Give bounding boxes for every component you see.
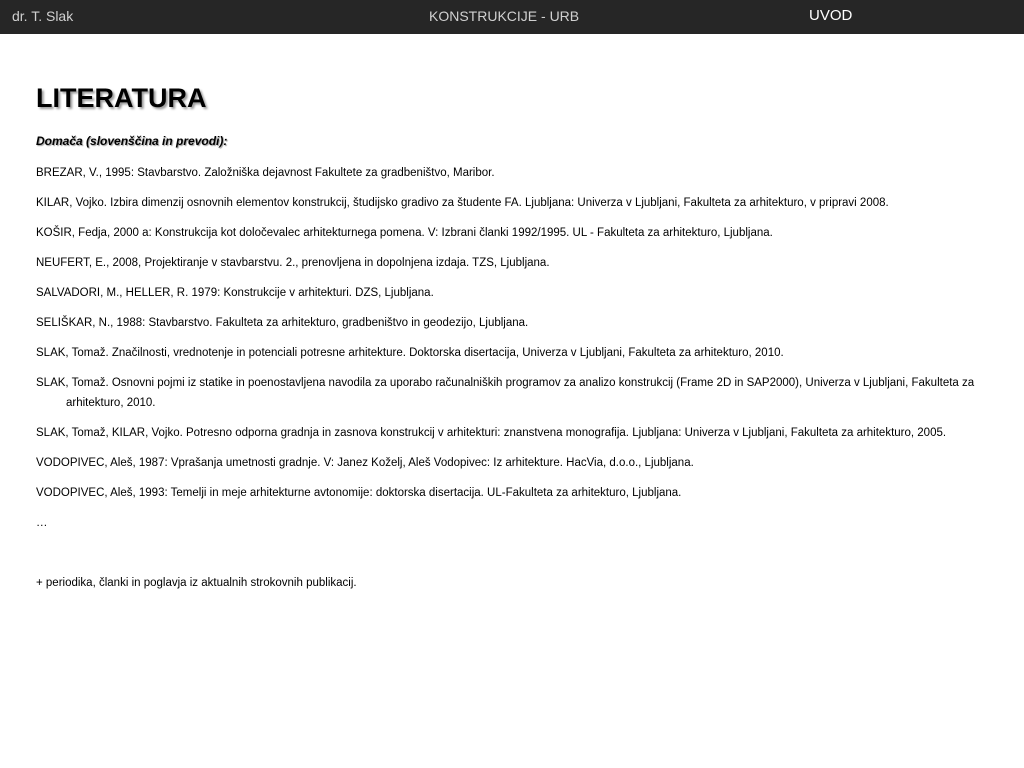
header-author: dr. T. Slak <box>12 8 74 24</box>
reference-item: SLAK, Tomaž. Značilnosti, vrednotenje in potenciali potresne arhitekture. Doktorska disertacija, Univerza v Ljubljani, Fakulteta za arhitekturo, 2010. <box>36 347 784 359</box>
header-section-name: UVOD <box>809 7 853 24</box>
reference-ellipsis: … <box>36 517 48 529</box>
reference-item: NEUFERT, E., 2008, Projektiranje v stavbarstvu. 2., prenovljena in dopolnjena izdaja. TZS, Ljubljana. <box>36 257 550 269</box>
reference-list <box>36 163 1006 593</box>
reference-item: SALVADORI, M., HELLER, R. 1979: Konstrukcije v arhitekturi. DZS, Ljubljana. <box>36 287 434 299</box>
reference-item: SLAK, Tomaž, KILAR, Vojko. Potresno odporna gradnja in zasnova konstrukcij v arhitekturi: znanstvena monografija. Ljubljana: Univerza v Ljubljani, Fakulteta za arhitekturo, 2005. <box>36 427 947 439</box>
header-bar <box>0 0 1024 34</box>
reference-item: KILAR, Vojko. Izbira dimenzij osnovnih elementov konstrukcij, študijsko gradivo za študente FA. Ljubljana: Univerza v Ljubljani, Fakulteta za arhitekturo, v pripravi 2008. <box>36 197 889 209</box>
section-subtitle: Domača (slovenščina in prevodi): <box>36 134 228 148</box>
page-title: LITERATURA <box>36 83 207 113</box>
reference-item: VODOPIVEC, Aleš, 1993: Temelji in meje arhitekturne avtonomije: doktorska disertacija. UL-Fakulteta za arhitekturo, Ljubljana. <box>36 487 682 499</box>
reference-item: VODOPIVEC, Aleš, 1987: Vprašanja umetnosti gradnje. V: Janez Koželj, Aleš Vodopivec: Iz arhitekture. HacVia, d.o.o., Ljubljana. <box>36 457 694 469</box>
reference-item: BREZAR, V., 1995: Stavbarstvo. Založniška dejavnost Fakultete za gradbeništvo, Maribor. <box>36 167 495 179</box>
reference-item: KOŠIR, Fedja, 2000 a: Konstrukcija kot določevalec arhitekturnega pomena. V: Izbrani članki 1992/1995. UL - Fakulteta za arhitekturo, Ljubljana. <box>36 227 773 239</box>
footnote: + periodika, članki in poglavja iz aktualnih strokovnih publikacij. <box>36 577 357 589</box>
header-course-title: KONSTRUKCIJE - URB <box>429 8 580 24</box>
slide-content <box>36 82 1006 603</box>
reference-item: SLAK, Tomaž. Osnovni pojmi iz statike in poenostavljena navodila za uporabo računalniških programov za analizo konstrukcij (Frame 2D in SAP2000), Univerza v Ljubljani, Fakulteta za arhitekturo, 2010. <box>36 377 975 409</box>
reference-item: SELIŠKAR, N., 1988: Stavbarstvo. Fakulteta za arhitekturo, gradbeništvo in geodezijo, Ljubljana. <box>36 317 529 329</box>
